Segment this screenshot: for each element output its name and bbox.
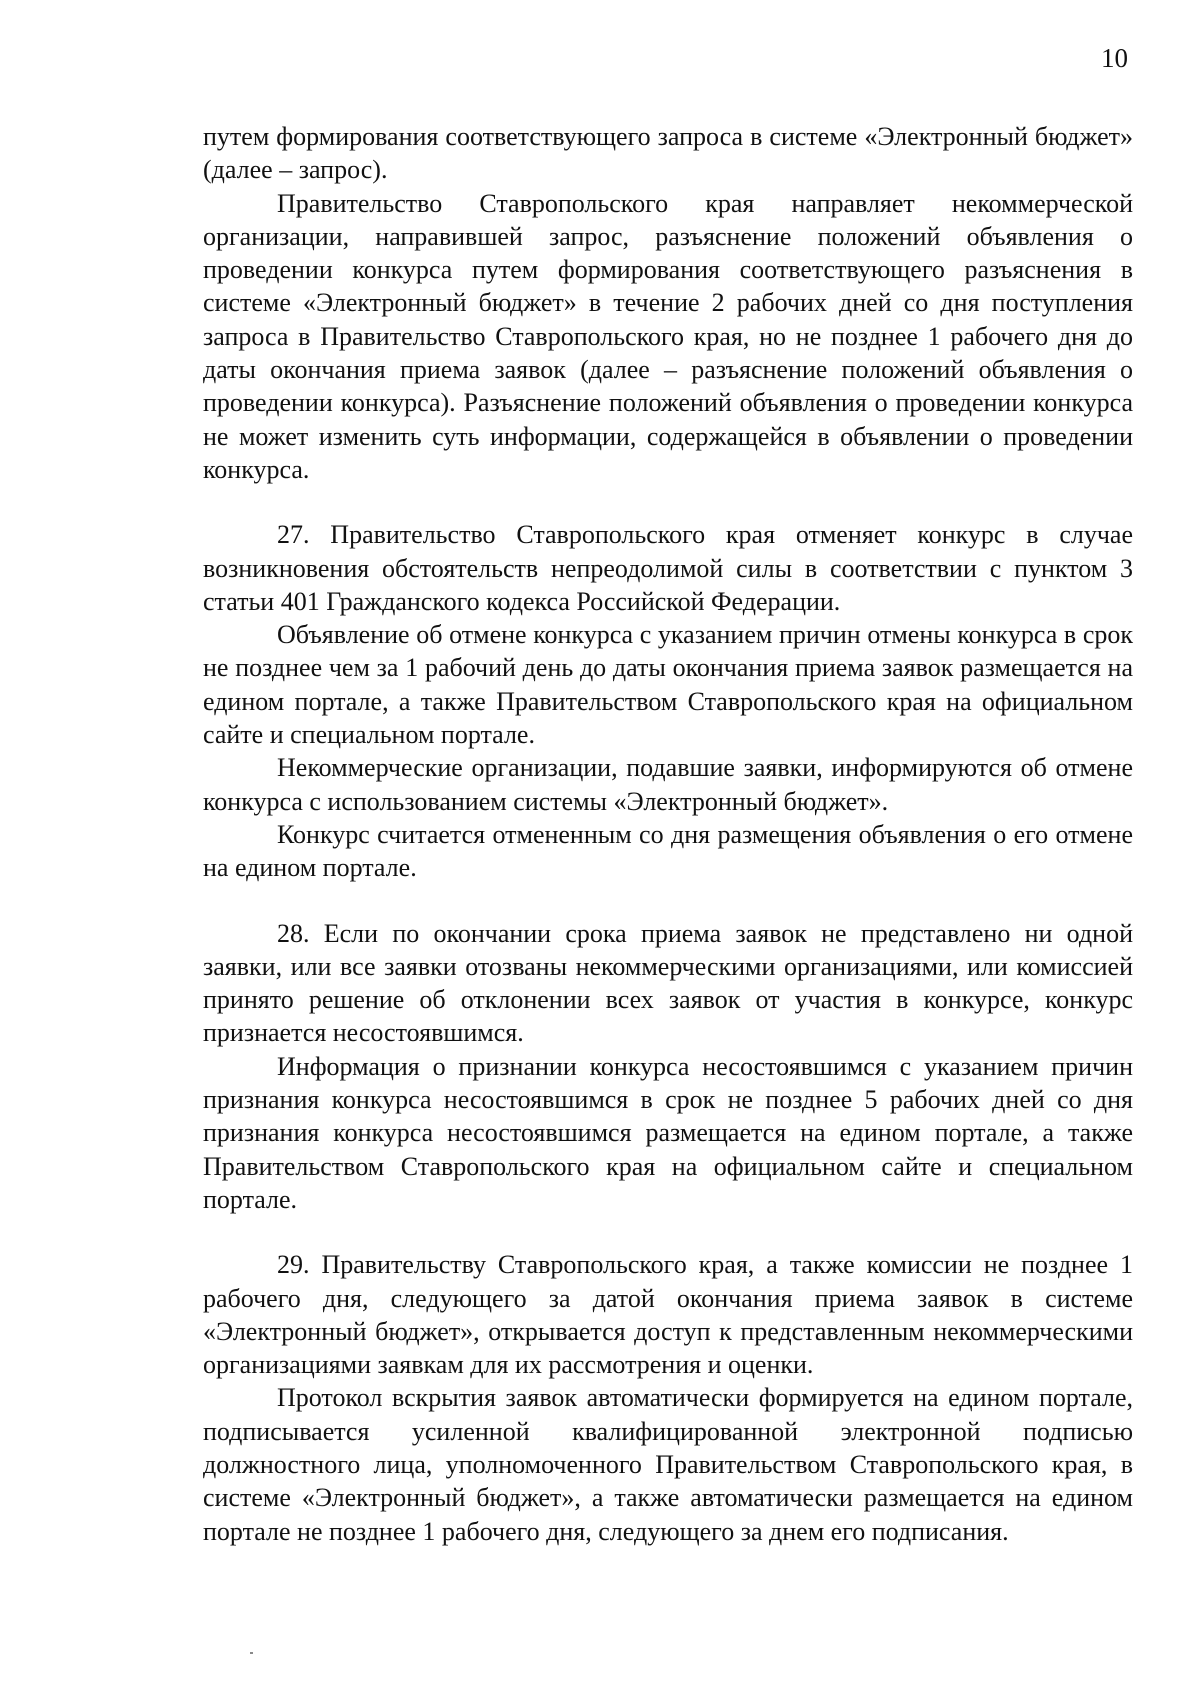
paragraph-cancellation-effective: Конкурс считается отмененным со дня размещения объявления о его отмене на едином портале. xyxy=(203,819,1133,883)
paragraph-organizations-informed: Некоммерческие организации, подавшие заявки, информируются об отмене конкурса с использованием системы «Электронный бюджет». xyxy=(203,753,1133,816)
scan-speck xyxy=(250,1652,253,1654)
paragraph-continuation: путем формирования соответствующего запроса в системе «Электронный бюджет» (далее – запрос). xyxy=(203,122,1133,185)
paragraph-opening-protocol: Протокол вскрытия заявок автоматически формируется на едином портале, подписывается усиленной квалифицированной электронной подписью должностного лица, уполномоченного Правительством Ставропольского края, в системе «Электронный бюджет», а также автоматически размещается на едином портале не позднее 1 рабочего дня, следующего за днем его подписания. xyxy=(203,1383,1133,1546)
paragraph-clause-27: 27. Правительство Ставропольского края отменяет конкурс в случае возникновения обстоятельств непреодолимой силы в соответствии с пунктом 3 статьи 401 Гражданского кодекса Российской Федерации. xyxy=(203,520,1133,616)
paragraph-failed-contest-info: Информация о признании конкурса несостоявшимся с указанием причин признания конкурса несостоявшимся в срок не позднее 5 рабочих дней со дня признания конкурса несостоявшимся размещается на едином портале, а также Правительством Ставропольского края на официальном сайте и специальном портале. xyxy=(203,1051,1133,1214)
paragraph-clause-29: 29. Правительству Ставропольского края, а также комиссии не позднее 1 рабочего дня, следующего за датой окончания приема заявок в системе «Электронный бюджет», открывается доступ к представленным некоммерческими организациями заявкам для их рассмотрения и оценки. xyxy=(203,1250,1133,1380)
page-number: 10 xyxy=(1101,43,1128,73)
paragraph-cancellation-notice: Объявление об отмене конкурса с указанием причин отмены конкурса в срок не позднее чем за 1 рабочий день до даты окончания приема заявок размещается на едином портале, а также Правительством Ставропольского края на официальном сайте и специальном портале. xyxy=(203,620,1133,750)
paragraph-clause-28: 28. Если по окончании срока приема заявок не представлено ни одной заявки, или все заявки отозваны некоммерческими организациями, или комиссией принято решение об отклонении всех заявок от участия в конкурсе, конкурс признается несостоявшимся. xyxy=(203,918,1133,1048)
document-body xyxy=(203,120,1133,1548)
paragraph-clarification: Правительство Ставропольского края направляет некоммерческой организации, направившей запрос, разъяснение положений объявления о проведении конкурса путем формирования соответствующего разъяснения в системе «Электронный бюджет» в течение 2 рабочих дней со дня поступления запроса в Правительство Ставропольского края, но не позднее 1 рабочего дня до даты окончания приема заявок (далее – разъяснение положений объявления о проведении конкурса). Разъяснение положений объявления о проведении конкурса не может изменить суть информации, содержащейся в объявлении о проведении конкурса. xyxy=(203,188,1133,484)
